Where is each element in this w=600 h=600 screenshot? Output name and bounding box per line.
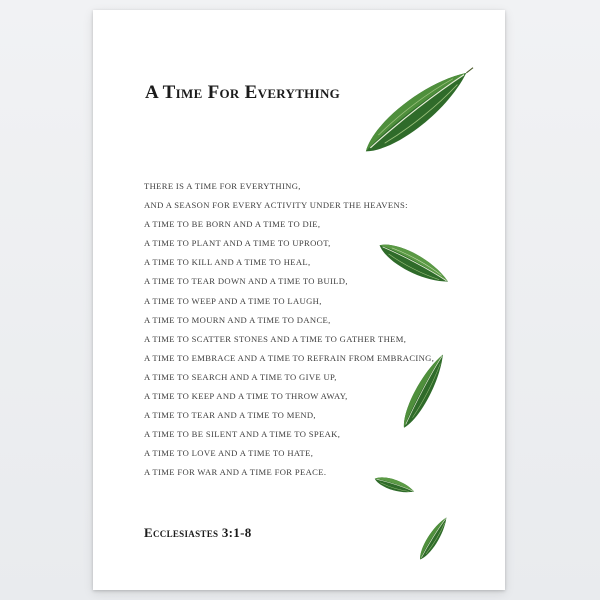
verse-line: A TIME TO TEAR DOWN AND A TIME TO BUILD, xyxy=(144,276,348,287)
verse-line: A TIME TO BE SILENT AND A TIME TO SPEAK, xyxy=(144,429,341,440)
verse-line: A TIME TO SEARCH AND A TIME TO GIVE UP, xyxy=(144,371,337,382)
verse-line: A TIME TO WEEP AND A TIME TO LAUGH, xyxy=(144,295,322,306)
verse-line: A TIME TO KEEP AND A TIME TO THROW AWAY, xyxy=(144,391,348,402)
scripture-reference: Ecclesiastes 3:1-8 xyxy=(144,525,252,540)
verse-line: A TIME TO SCATTER STONES AND A TIME TO GATHER THEM, xyxy=(144,333,407,344)
verse-line: A TIME TO TEAR AND A TIME TO MEND, xyxy=(144,410,316,421)
verse-line: A TIME TO MOURN AND A TIME TO DANCE, xyxy=(144,314,331,325)
verse-line: THERE IS A TIME FOR EVERYTHING, xyxy=(144,181,301,191)
verse-line: A TIME TO BE BORN AND A TIME TO DIE, xyxy=(144,219,321,230)
verse-line: A TIME FOR WAR AND A TIME FOR PEACE. xyxy=(144,467,327,478)
poster xyxy=(93,10,505,590)
verse-line: AND A SEASON FOR EVERY ACTIVITY UNDER THE HEAVENS: xyxy=(144,200,408,211)
falling-leaf-icon xyxy=(408,504,458,574)
verse-line: A TIME TO EMBRACE AND A TIME TO REFRAIN FROM EMBRACING, xyxy=(144,352,435,363)
poster-title: A Time For Everything xyxy=(145,82,341,103)
falling-leaf-icon xyxy=(383,340,463,444)
falling-leaf-icon xyxy=(355,54,475,172)
falling-leaf-icon xyxy=(355,462,433,508)
falling-leaf-icon xyxy=(359,222,467,304)
verse-line: A TIME TO PLANT AND A TIME TO UPROOT, xyxy=(144,238,331,249)
verse-line: A TIME TO LOVE AND A TIME TO HATE, xyxy=(144,448,314,459)
verse-line: A TIME TO KILL AND A TIME TO HEAL, xyxy=(144,257,311,268)
